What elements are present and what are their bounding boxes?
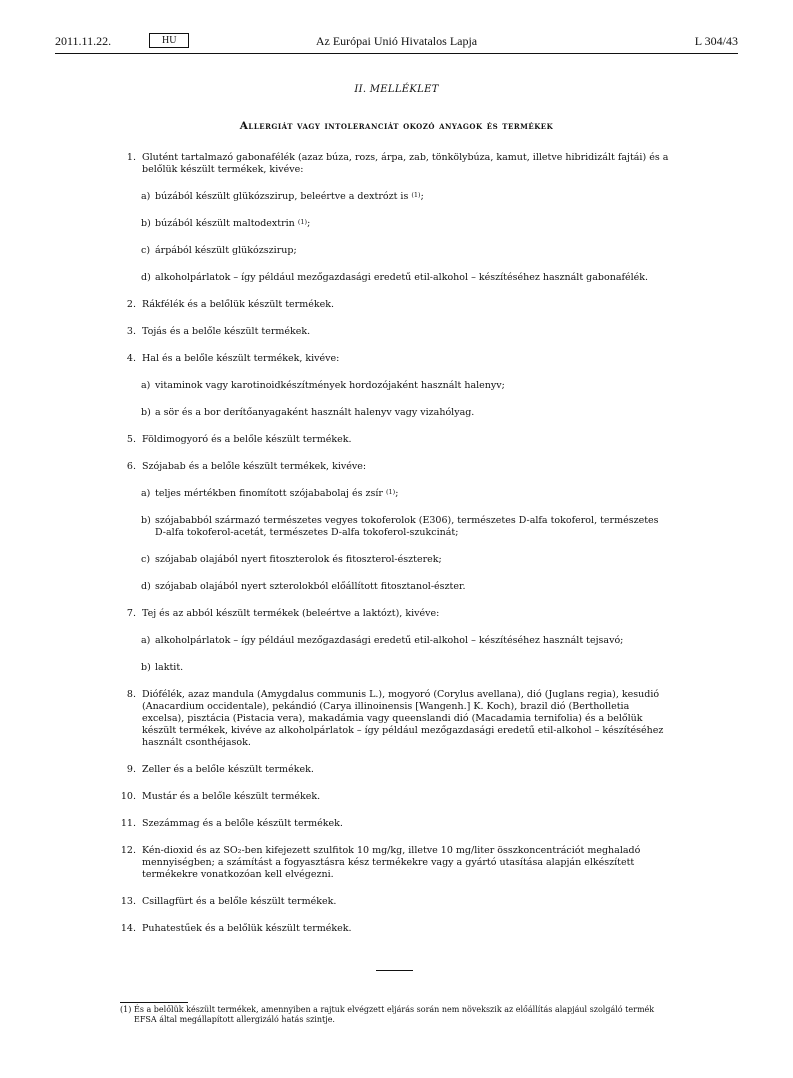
item-text: Glutént tartalmazó gabonafélék (azaz búza, rozs, árpa, zab, tönkölybúza, kamut, illetve hibridizált fajtái) és a belőlük készült termékek, kivéve: (142, 152, 669, 175)
list-item (120, 923, 669, 935)
item-letter: c) (141, 245, 151, 256)
sub-list-item (141, 515, 669, 539)
list-item (126, 434, 669, 446)
sub-list-item (141, 245, 669, 257)
list-item (120, 791, 669, 803)
item-text: árpából készült glükózszirup; (155, 245, 297, 256)
item-number: 12. (120, 845, 136, 856)
list-item (126, 764, 669, 776)
footnote-rule (120, 1002, 188, 1003)
item-number: 13. (120, 896, 136, 907)
item-text: teljes mértékben finomított szójababolaj és zsír (155, 488, 383, 499)
item-text: Hal és a belőle készült termékek, kivéve: (142, 353, 340, 364)
item-text: szójabab olajából nyert fitoszterolok és fitoszterol-észterek; (155, 554, 442, 565)
item-number: 10. (120, 791, 136, 802)
sub-list-item (141, 191, 669, 203)
document-title: Allergiát vagy intoleranciát okozó anyagok és termékek (239, 120, 554, 132)
item-letter: a) (141, 635, 151, 646)
sub-list-item (141, 407, 669, 419)
list-item (126, 326, 669, 338)
list-item (126, 152, 669, 176)
sub-list-item (141, 218, 669, 230)
item-text: alkoholpárlatok – így például mezőgazdasági eredetű etil-alkohol – készítéséhez használt gabonafélék. (155, 272, 649, 283)
item-text: Kén-dioxid és az SO₂-ben kifejezett szulfitok 10 mg/kg, illetve 10 mg/liter összkoncentrációt meghaladó mennyiségben; a számítást a fogyasztásra kész termékekre vagy a gyártó utasítása alapján elkészített termékekre vonatkozóan kell elvégezni. (142, 845, 641, 880)
item-letter: b) (141, 218, 151, 229)
item-text: laktit. (155, 662, 184, 673)
sub-list-item (141, 380, 669, 392)
item-text: Mustár és a belőle készült termékek. (142, 791, 321, 802)
item-letter: d) (141, 272, 151, 283)
sub-list-item (141, 272, 669, 284)
item-text: a sör és a bor derítőanyagaként használt halenyv vagy vizahólyag. (155, 407, 475, 418)
item-letter: b) (141, 515, 151, 526)
page-number: L 304/43 (694, 34, 738, 48)
item-text: Tojás és a belőle készült termékek. (142, 326, 311, 337)
item-text: Földimogyoró és a belőle készült termékek. (142, 434, 352, 445)
item-text: Szezámmag és a belőle készült termékek. (142, 818, 343, 829)
item-number: 1. (126, 152, 136, 163)
list-item (120, 845, 669, 881)
item-number: 9. (126, 764, 136, 775)
sub-list-item (141, 488, 669, 500)
journal-title: Az Európai Unió Hivatalos Lapja (315, 34, 478, 48)
publication-date: 2011.11.22. (55, 34, 112, 48)
item-letter: b) (141, 662, 151, 673)
item-number: 7. (126, 608, 136, 619)
item-text: Csillagfürt és a belőle készült termékek. (142, 896, 337, 907)
item-text: alkoholpárlatok – így például mezőgazdasági eredetű etil-alkohol – készítéséhez használt tejsavó; (155, 635, 624, 646)
item-letter: d) (141, 581, 151, 592)
annex-label: II. MELLÉKLET (354, 84, 439, 95)
item-text: vitaminok vagy karotinoidkészítmények hordozójaként használt halenyv; (155, 380, 505, 391)
item-text: szójababból származó természetes vegyes tokoferolok (E306), természetes D-alfa tokoferol, természetes D-alfa tokoferol-acetát, természetes D-alfa tokoferol-szukcinát; (155, 515, 659, 538)
item-letter: b) (141, 407, 151, 418)
header-rule (55, 53, 738, 54)
footnote-number: (1) (120, 1005, 132, 1014)
footnote-ref: (1) (411, 191, 421, 199)
item-letter: c) (141, 554, 151, 565)
item-number: 5. (126, 434, 136, 445)
item-text: Puhatestűek és a belőlük készült termékek. (142, 923, 352, 934)
footnote-ref: (1) (297, 218, 308, 226)
item-text: Diófélék, azaz mandula (Amygdalus communis L.), mogyoró (Corylus avellana), dió (Juglans regia), kesudió (Anacardium occidentale), pekándió (Carya illinoinensis [Wangenh.] K. Koch), brazil dió (Bertholletia excelsa), pisztácia (Pistacia vera), makadámia vagy queenslandi dió (Macadamia ternifolia) és a belőlük készült termékek, kivéve az alkoholpárlatok – így például mezőgazdasági eredetű etil-alkohol – készítéséhez használt csonthéjasok. (142, 689, 664, 748)
item-number: 2. (126, 299, 136, 310)
item-text: Tej és az abból készült termékek (beleértve a laktózt), kivéve: (142, 608, 440, 619)
language-badge: HU (149, 33, 189, 48)
item-text: Rákfélék és a belőlük készült termékek. (142, 299, 334, 310)
item-text: Szójabab és a belőle készült termékek, kivéve: (142, 461, 367, 472)
footnote-text: És a belőlük készült termékek, amennyiben a rajtuk elvégzett eljárás során nem növekszik az előállítás alapjául szolgáló termék EFSA által megállapított allergizáló hatás szintje. (134, 1005, 655, 1024)
list-item (126, 608, 669, 620)
item-text: búzából készült glükózszirup, beleértve a dextrózt is (155, 191, 409, 202)
item-text: szójabab olajából nyert szterolokból előállított fitosztanol-észter. (155, 581, 466, 592)
item-text: Zeller és a belőle készült termékek. (142, 764, 314, 775)
list-item (120, 818, 669, 830)
item-number: 4. (126, 353, 136, 364)
list-item (126, 689, 669, 749)
footnote-ref: (1) (386, 488, 396, 496)
list-item (126, 299, 669, 311)
item-punctuation: ; (307, 218, 311, 229)
allergen-list (0, 152, 793, 950)
item-number: 3. (126, 326, 136, 337)
item-text: búzából készült maltodextrin (155, 218, 295, 229)
end-rule (376, 970, 413, 971)
item-letter: a) (141, 488, 151, 499)
item-letter: a) (141, 191, 151, 202)
list-item (126, 353, 669, 365)
sub-list-item (141, 554, 669, 566)
item-number: 6. (126, 461, 136, 472)
item-letter: a) (141, 380, 151, 391)
item-punctuation: ; (395, 488, 399, 499)
sub-list-item (141, 635, 669, 647)
list-item (120, 896, 669, 908)
list-item (126, 461, 669, 473)
item-punctuation: ; (420, 191, 424, 202)
item-number: 14. (120, 923, 136, 934)
page-header (55, 34, 738, 52)
sub-list-item (141, 581, 669, 593)
footnote (120, 1005, 670, 1025)
item-number: 11. (120, 818, 136, 829)
sub-list-item (141, 662, 669, 674)
item-number: 8. (126, 689, 136, 700)
